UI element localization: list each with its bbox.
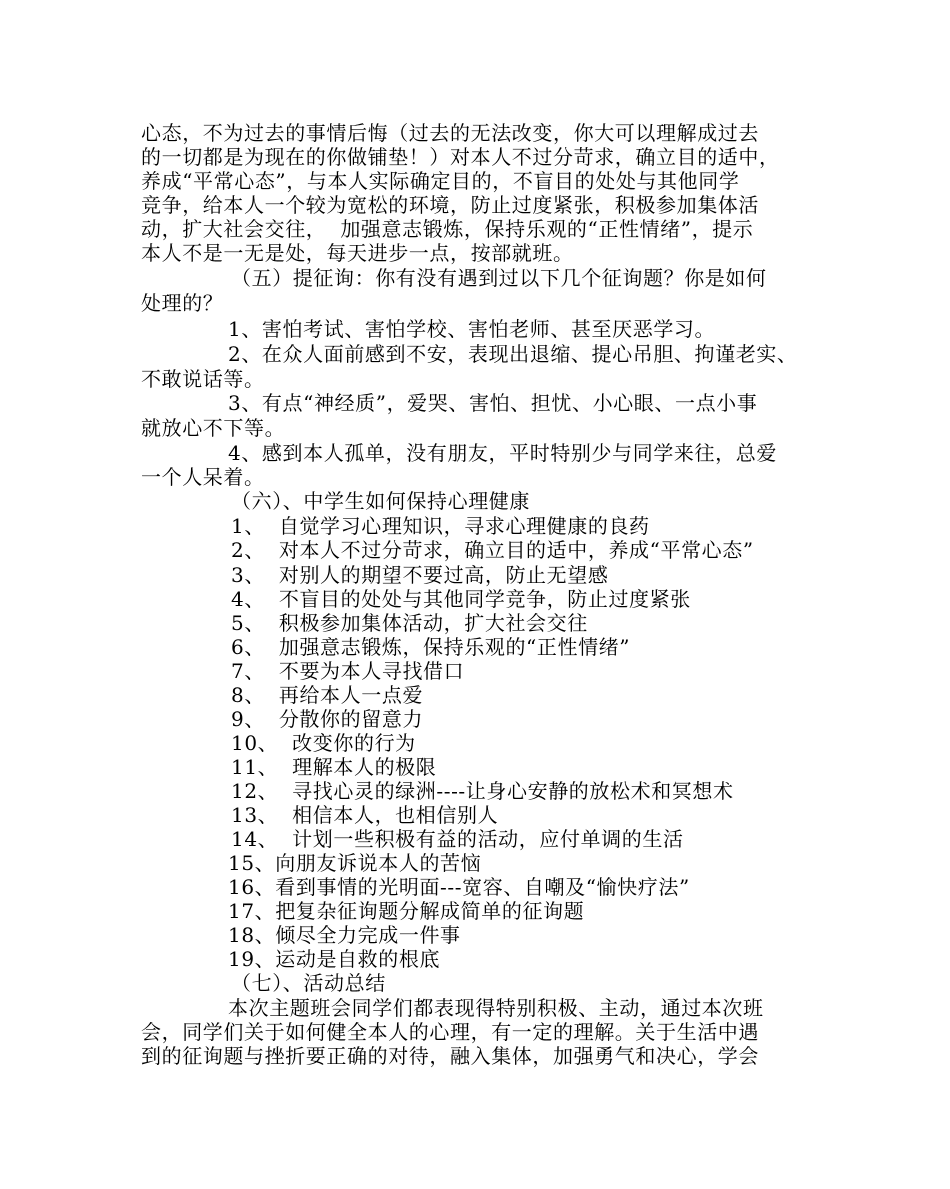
section-heading: （七）、活动总结 [231, 971, 386, 995]
list-item: 4、感到本人孤单，没有朋友，平时特别少与同学来往，总爱 [228, 441, 777, 465]
list-item: 8、 再给本人一点爱 [231, 683, 424, 707]
paragraph-line: 本次主题班会同学们都表现得特别积极、主动，通过本次班 [228, 996, 764, 1020]
paragraph-line: 养成“平常心态”，与本人实际确定目的，不盲目的处处与其他同学 [141, 169, 740, 193]
list-item: 7、 不要为本人寻找借口 [231, 659, 465, 683]
list-item: 3、 对别人的期望不要过高，防止无望感 [231, 563, 609, 587]
list-item: 2、 对本人不过分苛求，确立目的适中，养成“平常心态” [231, 538, 754, 562]
list-item: 16、看到事情的光明面---宽容、自嘲及“愉快疗法” [228, 875, 690, 899]
paragraph-line: 会，同学们关于如何健全本人的心理，有一定的理解。关于生活中遇 [141, 1020, 759, 1044]
section-heading: （五）提征询：你有没有遇到过以下几个征询题？你是如何 [231, 266, 767, 290]
list-item: 13、 相信本人，也相信别人 [231, 803, 499, 827]
list-item: 2、在众人面前感到不安，表现出退缩、提心吊胆、拘谨老实、 [228, 342, 798, 366]
paragraph-line: 动，扩大社会交往， 加强意志锻炼，保持乐观的“正性情绪”，提示 [141, 217, 754, 241]
paragraph-line: 本人不是一无是处，每天进步一点，按部就班。 [141, 241, 574, 265]
list-item: 18、倾尽全力完成一件事 [228, 923, 461, 947]
list-item: 1、 自觉学习心理知识，寻求心理健康的良药 [231, 514, 650, 538]
list-item: 15、向朋友诉说本人的苦恼 [228, 851, 482, 875]
list-item: 11、 理解本人的极限 [231, 755, 437, 779]
list-item: 12、 寻找心灵的绿洲----让身心安静的放松术和冥想术 [231, 779, 734, 803]
section-heading: （六）、中学生如何保持心理健康 [231, 489, 530, 513]
list-item: 14、 计划一些积极有益的活动，应付单调的生活 [231, 827, 684, 851]
list-item-continuation: 不敢说话等。 [141, 367, 265, 391]
list-item-continuation: 一个人呆着。 [141, 465, 265, 489]
list-item: 4、 不盲目的处处与其他同学竞争，防止过度紧张 [231, 587, 691, 611]
list-item: 10、 改变你的行为 [231, 731, 416, 755]
paragraph-line: 心态，不为过去的事情后悔（过去的无法改变，你大可以理解成过去 [141, 121, 759, 145]
list-item: 9、 分散你的留意力 [231, 707, 424, 731]
list-item: 3、有点“神经质”，爱哭、害怕、担忧、小心眼、一点小事 [228, 391, 758, 415]
paragraph-line: 的一切都是为现在的你做铺垫！）对本人不过分苛求，确立目的适中， [141, 145, 780, 169]
list-item: 17、把复杂征询题分解成简单的征询题 [228, 899, 585, 923]
list-item: 5、 积极参加集体活动，扩大社会交往 [231, 611, 588, 635]
paragraph-line: 竞争，给本人一个较为宽松的环境，防止过度紧张，积极参加集体活 [141, 193, 759, 217]
paragraph-line: 处理的？ [141, 291, 224, 315]
list-item: 19、运动是自救的根底 [228, 947, 441, 971]
list-item: 6、 加强意志锻炼，保持乐观的“正性情绪” [231, 635, 631, 659]
list-item-continuation: 就放心不下等。 [141, 416, 286, 440]
paragraph-line: 到的征询题与挫折要正确的对待，融入集体，加强勇气和决心，学会 [141, 1044, 759, 1068]
list-item: 1、害怕考试、害怕学校、害怕老师、甚至厌恶学习。 [228, 317, 716, 341]
